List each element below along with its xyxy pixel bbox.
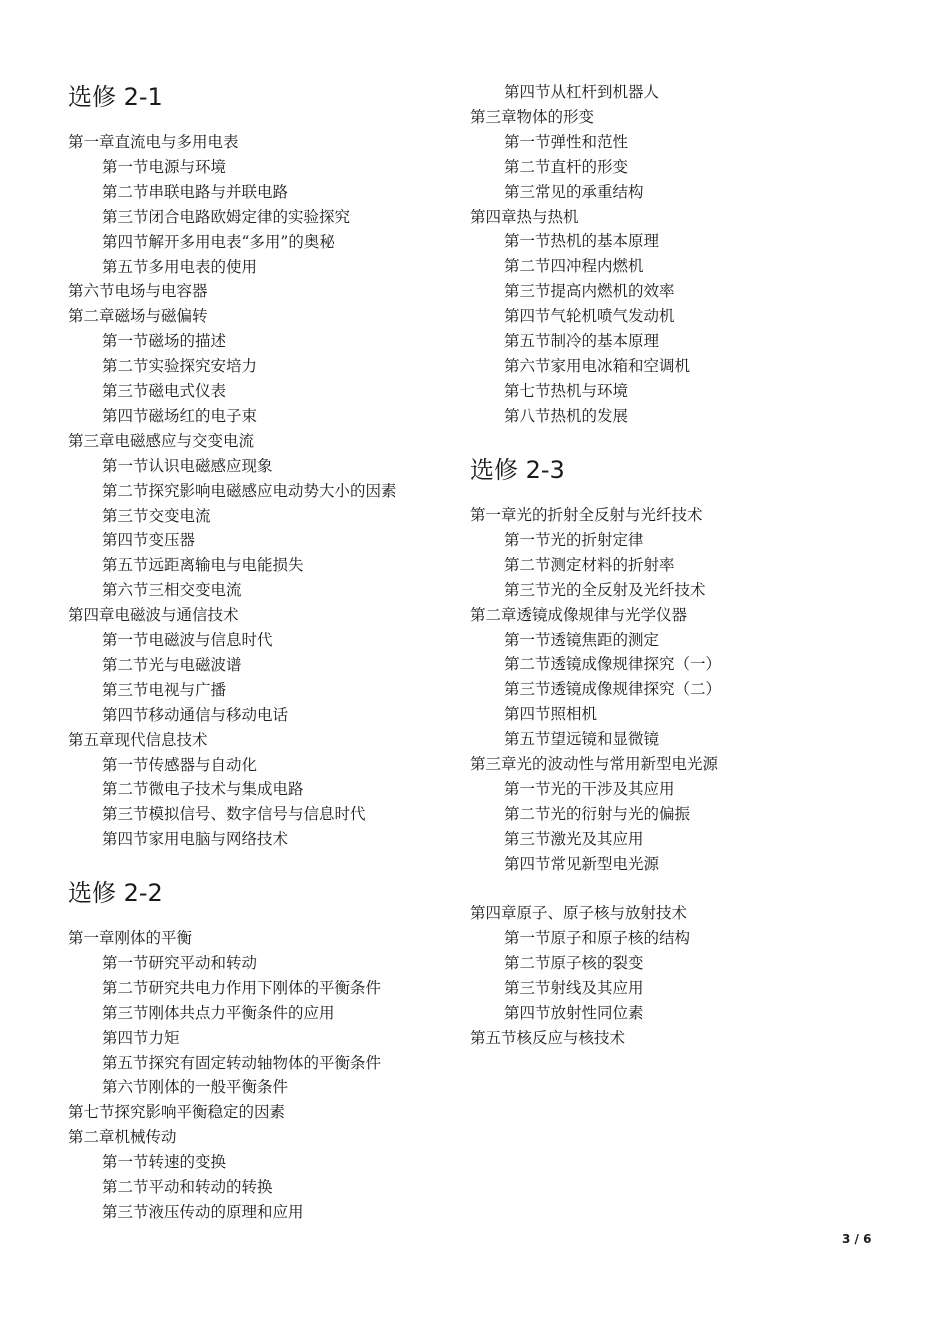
toc-chapter-item: 第四章电磁波与通信技术 (68, 606, 239, 625)
toc-section-item: 第一节磁场的描述 (102, 332, 227, 351)
toc-section-item: 第二节测定材料的折射率 (504, 555, 675, 574)
toc-section-item: 第一节热机的基本原理 (504, 232, 660, 251)
section-title-2-2: 选修 2-2 (68, 879, 163, 907)
toc-section-item: 第二节直杆的形变 (504, 157, 629, 176)
toc-section-item: 第四节变压器 (102, 531, 196, 550)
toc-chapter-item: 第二章透镜成像规律与光学仪器 (470, 605, 688, 624)
toc-section-item: 第三常见的承重结构 (504, 182, 644, 201)
toc-section-item: 第三节交变电流 (102, 506, 211, 525)
toc-section-item: 第四节放射性同位素 (504, 1003, 644, 1022)
toc-section-item: 第一节原子和原子核的结构 (504, 928, 691, 947)
toc-section-item: 第五节望远镜和显微镜 (504, 730, 660, 749)
toc-section-item: 第二节四冲程内燃机 (504, 257, 644, 276)
toc-section-item: 第五节探究有固定转动轴物体的平衡条件 (102, 1053, 382, 1072)
toc-section-item: 第二节光与电磁波谱 (102, 655, 242, 674)
toc-section-item: 第四节力矩 (102, 1028, 180, 1047)
toc-section-item: 第一节弹性和范性 (504, 132, 629, 151)
toc-section-item: 第一节转速的变换 (102, 1153, 227, 1172)
toc-section-item: 第三节光的全反射及光纤技术 (504, 580, 706, 599)
toc-section-item: 第四节照相机 (504, 705, 598, 724)
toc-section-item: 第三节激光及其应用 (504, 829, 644, 848)
toc-section-item: 第二节平动和转动的转换 (102, 1178, 273, 1196)
toc-section-item: 第三节刚体共点力平衡条件的应用 (102, 1003, 335, 1022)
toc-section-item: 第二节微电子技术与集成电路 (102, 780, 304, 799)
toc-section-item: 第四节从杠杆到机器人 (504, 83, 660, 101)
toc-section-item: 第六节刚体的一般平衡条件 (102, 1078, 289, 1097)
toc-section-item: 第一节光的折射定律 (504, 530, 644, 549)
toc-section-item: 第二节探究影响电磁感应电动势大小的因素 (102, 481, 397, 500)
toc-section-item: 第五节远距离输电与电能损失 (102, 556, 304, 575)
toc-chapter-item: 第五章现代信息技术 (68, 730, 208, 749)
toc-section-item: 第二节原子核的裂变 (504, 953, 644, 972)
toc-section-item: 第三节射线及其应用 (504, 978, 644, 997)
toc-section-item: 第一节电磁波与信息时代 (102, 631, 273, 649)
toc-section-item: 第四节气轮机喷气发动机 (504, 307, 675, 326)
toc-chapter-item: 第一章直流电与多用电表 (68, 133, 239, 151)
section-title-2-3: 选修 2-3 (470, 456, 565, 484)
toc-section-item: 第六节家用电冰箱和空调机 (504, 356, 691, 375)
toc-section-item: 第二节光的衍射与光的偏振 (504, 804, 691, 823)
toc-section-item: 第一节研究平动和转动 (102, 953, 258, 972)
toc-chapter-item: 第三章光的波动性与常用新型电光源 (470, 755, 719, 773)
toc-chapter-item: 第四章热与热机 (470, 207, 579, 226)
toc-section-item: 第一节认识电磁感应现象 (102, 456, 273, 475)
toc-section-item: 第四节磁场红的电子束 (102, 406, 258, 425)
toc-section-item: 第四节移动通信与移动电话 (102, 705, 289, 724)
toc-chapter-item: 第三章电磁感应与交变电流 (68, 431, 255, 450)
toc-chapter-item: 第六节电场与电容器 (68, 282, 208, 301)
toc-chapter-item: 第五节核反应与核技术 (470, 1028, 626, 1047)
section-title-2-1: 选修 2-1 (68, 83, 163, 111)
toc-section-item: 第三节透镜成像规律探究（二） (504, 680, 722, 699)
toc-section-item: 第二节实验探究安培力 (102, 357, 258, 376)
toc-section-item: 第三节提高内燃机的效率 (504, 282, 675, 301)
toc-chapter-item: 第四章原子、原子核与放射技术 (470, 904, 688, 922)
toc-section-item: 第三节闭合电路欧姆定律的实验探究 (102, 207, 351, 226)
toc-chapter-item: 第三章物体的形变 (470, 107, 595, 126)
toc-section-item: 第一节透镜焦距的测定 (504, 630, 660, 649)
toc-section-item: 第二节透镜成像规律探究（一） (504, 655, 722, 674)
toc-section-item: 第一节传感器与自动化 (102, 755, 258, 774)
toc-section-item: 第二节串联电路与并联电路 (102, 182, 289, 201)
toc-section-item: 第四节常见新型电光源 (504, 854, 660, 873)
toc-section-item: 第三节电视与广播 (102, 680, 227, 699)
toc-chapter-item: 第二章机械传动 (68, 1128, 177, 1147)
toc-section-item: 第三节液压传动的原理和应用 (102, 1202, 304, 1221)
toc-chapter-item: 第一章光的折射全反射与光纤技术 (470, 506, 703, 524)
toc-section-item: 第四节家用电脑与网络技术 (102, 830, 289, 849)
toc-section-item: 第一节光的干涉及其应用 (504, 779, 675, 798)
toc-section-item: 第三节模拟信号、数字信号与信息时代 (102, 805, 366, 824)
toc-section-item: 第五节多用电表的使用 (102, 257, 258, 276)
toc-chapter-item: 第一章刚体的平衡 (68, 929, 193, 947)
toc-chapter-item: 第二章磁场与磁偏转 (68, 307, 208, 326)
toc-section-item: 第八节热机的发展 (504, 406, 629, 425)
toc-section-item: 第四节解开多用电表“多用”的奥秘 (102, 232, 335, 251)
toc-chapter-item: 第七节探究影响平衡稳定的因素 (68, 1103, 286, 1122)
toc-section-item: 第一节电源与环境 (102, 157, 227, 176)
toc-section-item: 第五节制冷的基本原理 (504, 332, 660, 350)
page-number: 3 / 6 (842, 1232, 872, 1246)
toc-section-item: 第三节磁电式仪表 (102, 382, 227, 400)
toc-section-item: 第二节研究共电力作用下刚体的平衡条件 (102, 978, 382, 997)
toc-section-item: 第六节三相交变电流 (102, 581, 242, 600)
toc-section-item: 第七节热机与环境 (504, 381, 629, 400)
